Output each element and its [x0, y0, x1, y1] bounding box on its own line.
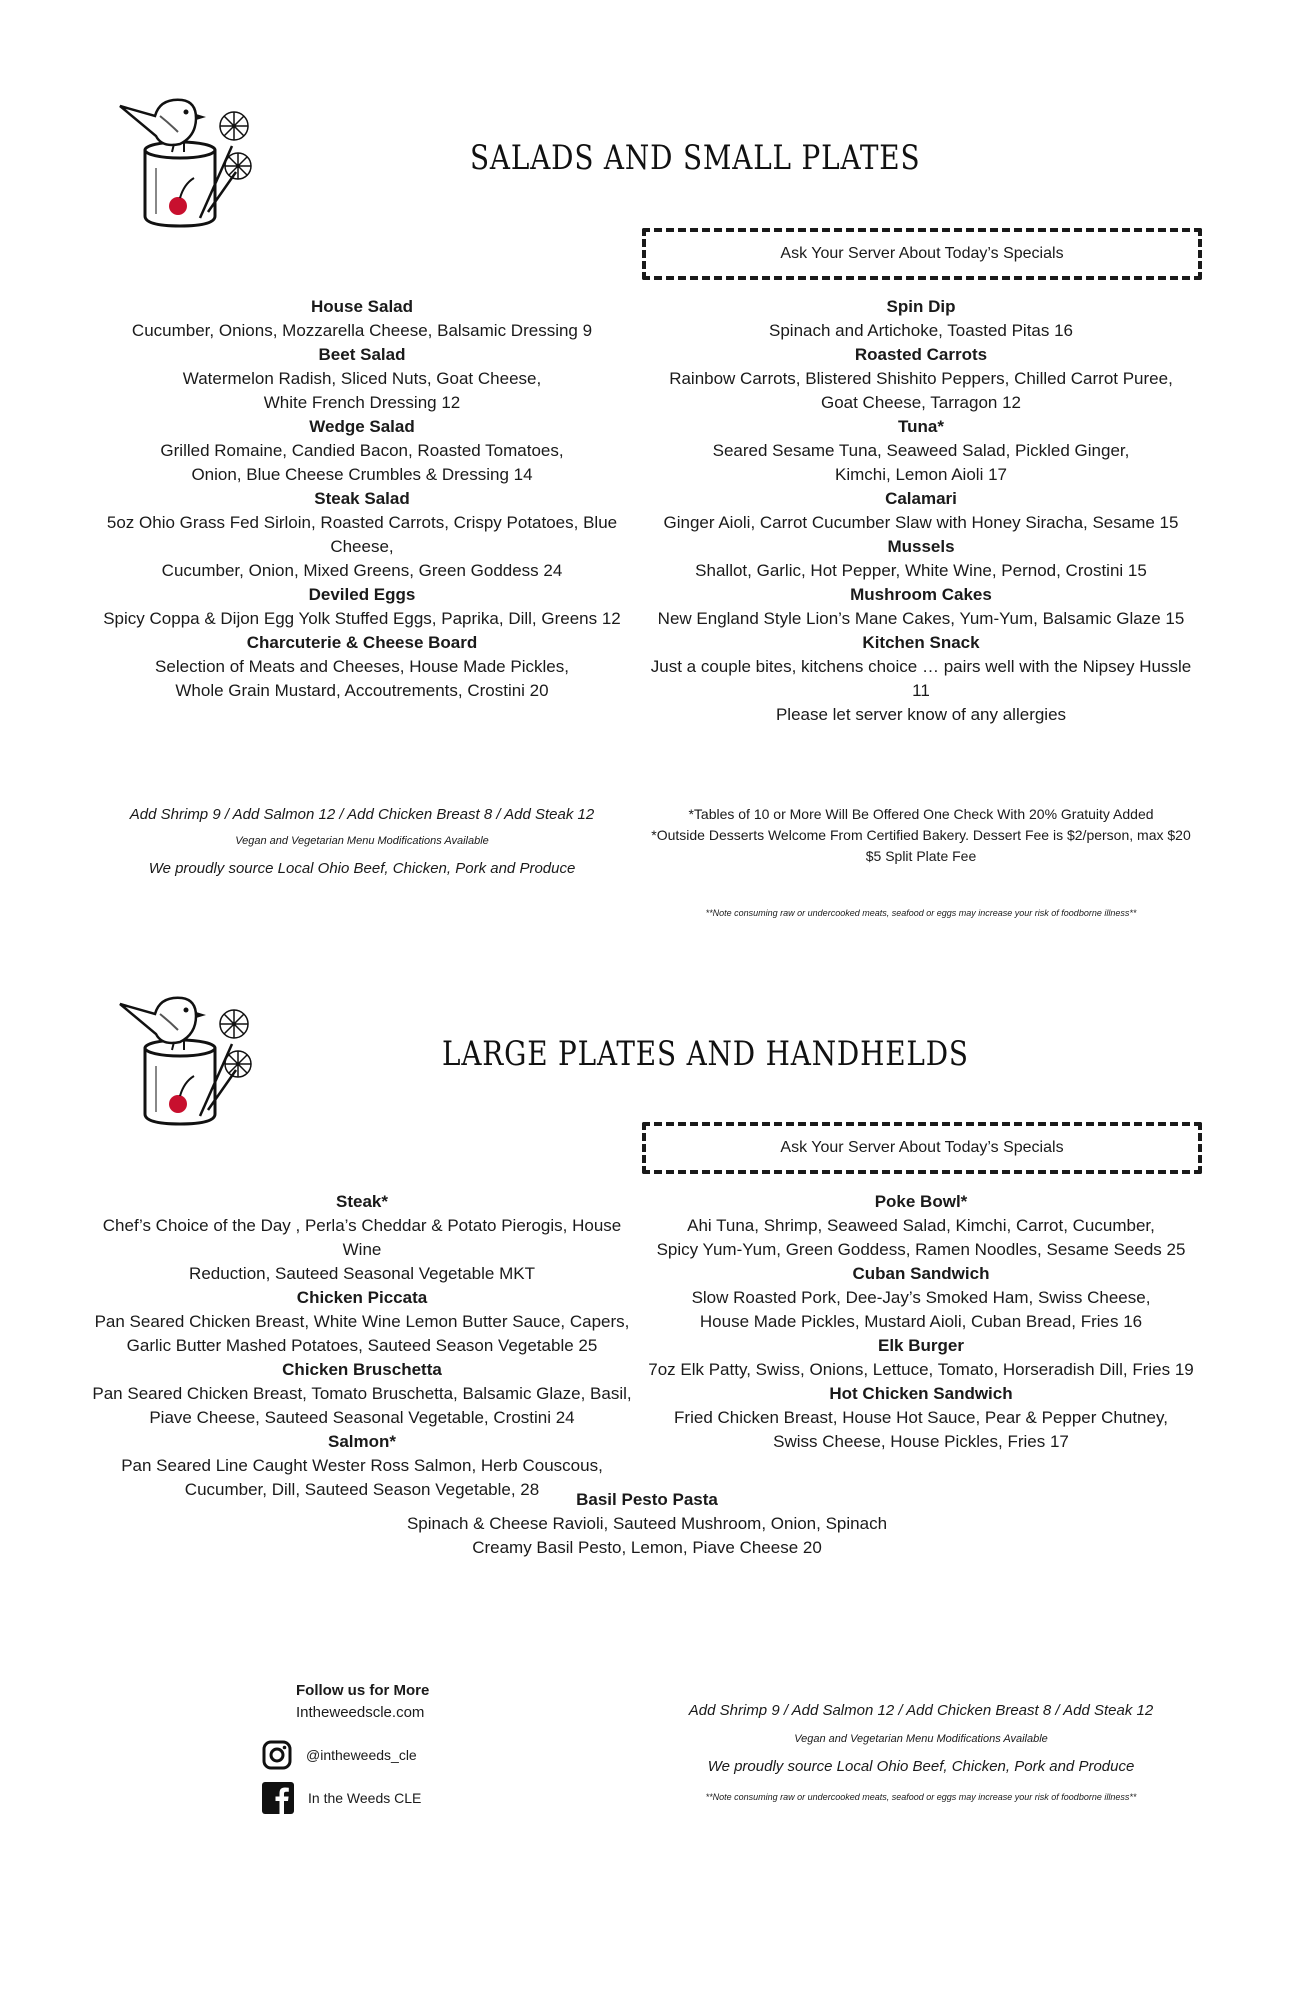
item-name: Cuban Sandwich: [852, 1264, 990, 1283]
website-link[interactable]: Intheweedscle.com: [296, 1704, 425, 1721]
policy-line: *Outside Desserts Welcome From Certified Bakery. Dessert Fee is $2/person, max $20: [651, 827, 1191, 843]
item-desc: Rainbow Carrots, Blistered Shishito Peppers, Chilled Carrot Puree,: [669, 369, 1173, 388]
logo-top: [100, 88, 270, 228]
vegan-note: Vegan and Vegetarian Menu Modifications Available: [235, 835, 489, 847]
item-desc: Pan Seared Chicken Breast, Tomato Bruschetta, Balsamic Glaze, Basil,: [92, 1384, 632, 1403]
item-name: Steak Salad: [314, 489, 410, 508]
item-desc: House Made Pickles, Mustard Aioli, Cuban Bread, Fries 16: [699, 1312, 1143, 1331]
instagram-handle[interactable]: @intheweeds_cle: [306, 1747, 417, 1763]
item-name: Charcuterie & Cheese Board: [246, 633, 478, 652]
item-name: Roasted Carrots: [854, 345, 988, 364]
addons-note: Add Shrimp 9 / Add Salmon 12 / Add Chicken Breast 8 / Add Steak 12: [688, 1702, 1154, 1719]
item-name: Deviled Eggs: [308, 585, 416, 604]
item-desc: Seared Sesame Tuna, Seaweed Salad, Pickled Ginger,: [712, 441, 1130, 460]
item-desc: Whole Grain Mustard, Accoutrements, Crostini 20: [175, 681, 549, 700]
item-desc: Slow Roasted Pork, Dee-Jay’s Smoked Ham, Swiss Cheese,: [691, 1288, 1151, 1307]
item-name: Basil Pesto Pasta: [576, 1490, 718, 1509]
salads-left-column: [92, 295, 632, 703]
item-desc: Goat Cheese, Tarragon 12: [820, 393, 1022, 412]
policy-line: $5 Split Plate Fee: [865, 848, 977, 864]
item-desc: Creamy Basil Pesto, Lemon, Piave Cheese 20: [472, 1538, 822, 1557]
facebook-row[interactable]: [262, 1782, 421, 1814]
policies: [648, 804, 1194, 867]
item-name: Calamari: [885, 489, 957, 508]
item-name: Hot Chicken Sandwich: [829, 1384, 1013, 1403]
warning-note-top: **Note consuming raw or undercooked meats, seafood or eggs may increase your risk of foodborne illness**: [705, 908, 1137, 918]
large-plates-section-title: LARGE PLATES AND HANDHELDS: [442, 1034, 969, 1074]
item-desc: Cucumber, Onion, Mixed Greens, Green Goddess 24: [161, 561, 563, 580]
item-desc: Piave Cheese, Sauteed Seasonal Vegetable, Crostini 24: [149, 1408, 575, 1427]
policy-line: *Tables of 10 or More Will Be Offered One Check With 20% Gratuity Added: [688, 806, 1154, 822]
addons-note: Add Shrimp 9 / Add Salmon 12 / Add Chicken Breast 8 / Add Steak 12: [129, 806, 595, 823]
vegan-note: Vegan and Vegetarian Menu Modifications Available: [794, 1733, 1048, 1745]
item-desc: Shallot, Garlic, Hot Pepper, White Wine, Pernod, Crostini 15: [695, 561, 1147, 580]
item-desc: Swiss Cheese, House Pickles, Fries 17: [773, 1432, 1069, 1451]
facebook-page[interactable]: In the Weeds CLE: [308, 1790, 422, 1806]
item-desc: Spinach & Cheese Ravioli, Sauteed Mushroom, Onion, Spinach: [406, 1514, 888, 1533]
item-name: Mussels: [887, 537, 955, 556]
item-desc: Spicy Coppa & Dijon Egg Yolk Stuffed Eggs, Paprika, Dill, Greens 12: [103, 609, 621, 628]
item-name: Spin Dip: [886, 297, 956, 316]
logo-bottom: [100, 986, 270, 1126]
item-name: Chicken Bruschetta: [282, 1360, 442, 1379]
follow-title: Follow us for More: [296, 1682, 430, 1699]
item-desc: Garlic Butter Mashed Potatoes, Sauteed Season Vegetable 25: [126, 1336, 598, 1355]
specials-box-top: Ask Your Server About Today’s Specials: [642, 228, 1202, 280]
item-name: Elk Burger: [878, 1336, 964, 1355]
item-desc: Cucumber, Dill, Sauteed Season Vegetable, 28: [184, 1480, 540, 1499]
instagram-icon[interactable]: [262, 1740, 292, 1770]
item-desc: 7oz Elk Patty, Swiss, Onions, Lettuce, Tomato, Horseradish Dill, Fries 19: [648, 1360, 1194, 1379]
item-name: Beet Salad: [318, 345, 406, 364]
instagram-row[interactable]: [262, 1740, 417, 1770]
item-name: Mushroom Cakes: [850, 585, 992, 604]
item-desc: Cucumber, Onions, Mozzarella Cheese, Balsamic Dressing 9: [131, 321, 593, 340]
large-plates-left-column: [82, 1190, 642, 1502]
item-desc: Grilled Romaine, Candied Bacon, Roasted Tomatoes,: [160, 441, 564, 460]
item-desc: Kimchi, Lemon Aioli 17: [835, 465, 1007, 484]
item-desc: Chef’s Choice of the Day , Perla’s Cheddar & Potato Pierogis, House Wine: [102, 1216, 622, 1259]
item-desc: Spicy Yum-Yum, Green Goddess, Ramen Noodles, Sesame Seeds 25: [656, 1240, 1186, 1259]
item-desc: Please let server know of any allergies: [775, 705, 1067, 724]
item-desc: Watermelon Radish, Sliced Nuts, Goat Cheese,: [182, 369, 542, 388]
item-desc: 5oz Ohio Grass Fed Sirloin, Roasted Carrots, Crispy Potatoes, Blue Cheese,: [106, 513, 618, 556]
source-note: We proudly source Local Ohio Beef, Chicken, Pork and Produce: [707, 1758, 1135, 1775]
item-desc: Onion, Blue Cheese Crumbles & Dressing 14: [191, 465, 533, 484]
item-name: Chicken Piccata: [296, 1288, 428, 1307]
item-desc: New England Style Lion’s Mane Cakes, Yum-Yum, Balsamic Glaze 15: [657, 609, 1185, 628]
item-desc: Selection of Meats and Cheeses, House Made Pickles,: [155, 657, 569, 676]
item-desc: Spinach and Artichoke, Toasted Pitas 16: [769, 321, 1073, 340]
item-name: Wedge Salad: [309, 417, 415, 436]
specials-box-bottom: Ask Your Server About Today’s Specials: [642, 1122, 1202, 1174]
item-desc: Fried Chicken Breast, House Hot Sauce, Pear & Pepper Chutney,: [674, 1408, 1168, 1427]
item-desc: White French Dressing 12: [263, 393, 461, 412]
salads-right-column: [648, 295, 1194, 727]
item-desc: Reduction, Sauteed Seasonal Vegetable MKT: [189, 1264, 535, 1283]
follow-block: [296, 1680, 429, 1724]
item-desc: Ahi Tuna, Shrimp, Seaweed Salad, Kimchi, Carrot, Cucumber,: [687, 1216, 1155, 1235]
facebook-icon[interactable]: [262, 1782, 294, 1814]
item-name: House Salad: [310, 297, 414, 316]
salads-section-title: SALADS AND SMALL PLATES: [470, 138, 921, 178]
top-notes: [92, 804, 632, 880]
item-name: Kitchen Snack: [862, 633, 980, 652]
item-desc: Just a couple bites, kitchens choice … pairs well with the Nipsey Hussle 11: [650, 657, 1192, 700]
item-name: Tuna*: [898, 417, 944, 436]
source-note: We proudly source Local Ohio Beef, Chicken, Pork and Produce: [148, 860, 576, 877]
bottom-notes: [648, 1700, 1194, 1802]
item-name: Poke Bowl*: [874, 1192, 968, 1211]
item-name: Steak*: [336, 1192, 388, 1211]
item-desc: Ginger Aioli, Carrot Cucumber Slaw with Honey Siracha, Sesame 15: [663, 513, 1179, 532]
center-item: [347, 1488, 947, 1560]
item-desc: Pan Seared Chicken Breast, White Wine Lemon Butter Sauce, Capers,: [94, 1312, 630, 1331]
item-name: Salmon*: [327, 1432, 397, 1451]
item-desc: Pan Seared Line Caught Wester Ross Salmon, Herb Couscous,: [121, 1456, 603, 1475]
warning-note-bottom: **Note consuming raw or undercooked meats, seafood or eggs may increase your risk of foodborne illness**: [705, 1792, 1137, 1802]
large-plates-right-column: [648, 1190, 1194, 1454]
